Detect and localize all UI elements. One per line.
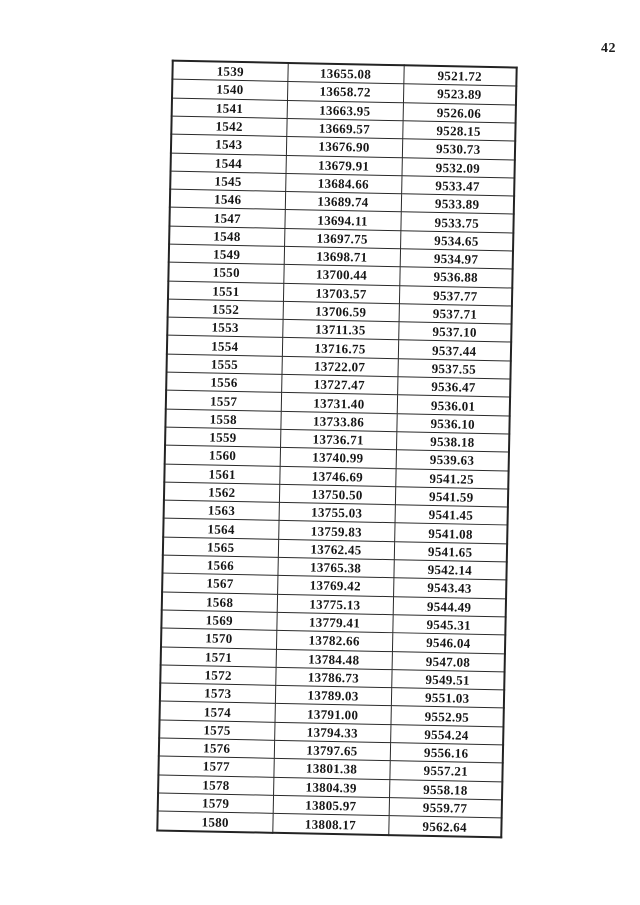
table-cell: 13655.08 (287, 63, 403, 84)
table-cell: 1571 (161, 647, 276, 668)
table-cell: 1542 (171, 116, 286, 137)
table-cell: 1563 (164, 500, 279, 521)
table-cell: 13711.35 (282, 320, 398, 341)
table-cell: 9546.04 (392, 633, 505, 654)
table-cell: 1568 (162, 592, 277, 613)
table-cell: 9541.65 (394, 541, 507, 562)
table-cell: 9552.95 (390, 706, 503, 727)
table-cell: 1556 (166, 372, 281, 393)
table-cell: 1549 (169, 244, 284, 265)
table-cell: 13762.45 (278, 539, 394, 560)
table-cell: 13676.90 (286, 137, 402, 158)
table-cell: 9534.65 (400, 230, 513, 251)
table-cell: 1551 (168, 281, 283, 302)
table-cell: 9541.45 (395, 505, 508, 526)
table-cell: 1569 (161, 610, 276, 631)
table-cell: 13698.71 (284, 246, 400, 267)
table-cell: 9559.77 (389, 798, 502, 819)
table-cell: 9533.89 (401, 194, 514, 215)
table-cell: 13689.74 (285, 192, 401, 213)
page-number: 42 (601, 41, 616, 56)
table-cell: 1560 (165, 445, 280, 466)
table-cell: 9537.10 (398, 322, 511, 343)
table-cell: 1554 (167, 336, 282, 357)
table-cell: 13775.13 (277, 594, 393, 615)
table-cell: 13765.38 (277, 557, 393, 578)
table-cell: 9532.09 (402, 157, 515, 178)
table-cell: 13658.72 (287, 82, 403, 103)
table-cell: 13808.17 (272, 813, 388, 835)
table-cell: 13805.97 (273, 795, 389, 816)
table-cell: 13779.41 (276, 612, 392, 633)
table-cell: 9541.25 (395, 468, 508, 489)
table-cell: 1543 (171, 134, 286, 155)
table-cell: 1579 (158, 793, 273, 814)
table-cell: 1555 (167, 354, 282, 375)
table-cell: 13794.33 (274, 722, 390, 743)
table-cell: 9538.18 (396, 432, 509, 453)
table-cell: 9541.59 (395, 487, 508, 508)
table-cell: 9557.21 (389, 761, 502, 782)
table-cell: 9543.43 (393, 578, 506, 599)
table-cell: 13669.57 (286, 118, 402, 139)
table-cell: 1546 (170, 189, 285, 210)
table-cell: 1580 (157, 811, 272, 833)
table-cell: 13703.57 (283, 283, 399, 304)
table-cell: 1539 (172, 61, 287, 82)
table-cell: 13700.44 (283, 265, 399, 286)
table-cell: 1544 (171, 153, 286, 174)
table-cell: 13782.66 (276, 631, 392, 652)
table-cell: 1541 (172, 98, 287, 119)
table-cell: 1562 (164, 482, 279, 503)
table-cell: 9533.75 (400, 212, 513, 233)
data-table (156, 60, 517, 839)
table-cell: 1547 (169, 208, 284, 229)
table-cell: 9534.97 (400, 249, 513, 270)
table-cell: 13801.38 (273, 759, 389, 780)
table-cell: 1557 (166, 390, 281, 411)
table-cell: 1570 (161, 628, 276, 649)
table-cell: 9536.88 (399, 267, 512, 288)
table-cell: 13746.69 (279, 466, 395, 487)
table-cell: 9526.06 (403, 102, 516, 123)
table-cell: 1540 (172, 79, 287, 100)
table-cell: 13784.48 (276, 649, 392, 670)
data-table-body (157, 61, 516, 838)
table-cell: 9545.31 (392, 615, 505, 636)
table-cell: 13789.03 (275, 685, 391, 706)
table-cell: 9536.01 (397, 395, 510, 416)
table-cell: 1577 (158, 756, 273, 777)
table-cell: 13755.03 (279, 503, 395, 524)
table-cell: 13706.59 (283, 301, 399, 322)
table-cell: 13679.91 (286, 155, 402, 176)
table-cell: 9530.73 (402, 139, 515, 160)
table-cell: 9556.16 (390, 743, 503, 764)
table-cell: 9562.64 (388, 816, 501, 838)
table-cell: 1545 (170, 171, 285, 192)
table-cell: 9544.49 (393, 596, 506, 617)
table-cell: 13759.83 (278, 521, 394, 542)
table-cell: 13694.11 (284, 210, 400, 231)
table-cell: 13733.86 (280, 411, 396, 432)
table-cell: 9537.44 (398, 340, 511, 361)
table-cell: 1559 (165, 427, 280, 448)
table-cell: 13736.71 (280, 429, 396, 450)
table-cell: 9549.51 (391, 669, 504, 690)
table-cell: 13791.00 (275, 704, 391, 725)
table-cell: 13697.75 (284, 228, 400, 249)
table-cell: 13740.99 (280, 448, 396, 469)
table-cell: 13769.42 (277, 576, 393, 597)
table-cell: 1574 (160, 701, 275, 722)
table-cell: 9542.14 (393, 560, 506, 581)
table-cell: 1565 (163, 537, 278, 558)
table-cell: 9539.63 (396, 450, 509, 471)
table-cell: 13750.50 (279, 484, 395, 505)
table-cell: 9528.15 (402, 121, 515, 142)
table-cell: 9551.03 (391, 688, 504, 709)
table-cell: 13797.65 (274, 740, 390, 761)
table-cell: 9537.71 (399, 304, 512, 325)
table-cell: 13804.39 (273, 777, 389, 798)
table-cell: 9521.72 (403, 65, 516, 86)
table-cell: 9558.18 (389, 779, 502, 800)
table-cell: 9554.24 (390, 724, 503, 745)
table-cell: 1566 (162, 555, 277, 576)
table-cell: 1572 (160, 665, 275, 686)
table-cell: 9541.08 (394, 523, 507, 544)
table-cell: 1567 (162, 573, 277, 594)
table-cell: 9537.55 (397, 358, 510, 379)
table-cell: 13716.75 (282, 338, 398, 359)
table-cell: 13731.40 (281, 393, 397, 414)
table-cell: 1553 (167, 317, 282, 338)
table-cell: 1548 (169, 226, 284, 247)
table-cell: 1550 (168, 262, 283, 283)
table-cell: 9547.08 (392, 651, 505, 672)
table-cell: 1558 (165, 409, 280, 430)
table-cell: 1561 (164, 464, 279, 485)
table-cell: 13722.07 (281, 356, 397, 377)
table-cell: 1576 (159, 738, 274, 759)
table-cell: 13663.95 (287, 100, 403, 121)
table-cell: 1552 (168, 299, 283, 320)
table-cell: 9523.89 (403, 84, 516, 105)
table-cell: 13684.66 (285, 173, 401, 194)
table-cell: 9536.47 (397, 377, 510, 398)
table-cell: 1564 (163, 518, 278, 539)
table-cell: 9537.77 (399, 285, 512, 306)
table-cell: 9533.47 (401, 176, 514, 197)
data-table-container (156, 60, 515, 839)
table-cell: 1578 (158, 775, 273, 796)
table-cell: 9536.10 (396, 413, 509, 434)
table-cell: 1573 (160, 683, 275, 704)
table-cell: 13727.47 (281, 374, 397, 395)
table-cell: 1575 (159, 720, 274, 741)
table-cell: 13786.73 (275, 667, 391, 688)
